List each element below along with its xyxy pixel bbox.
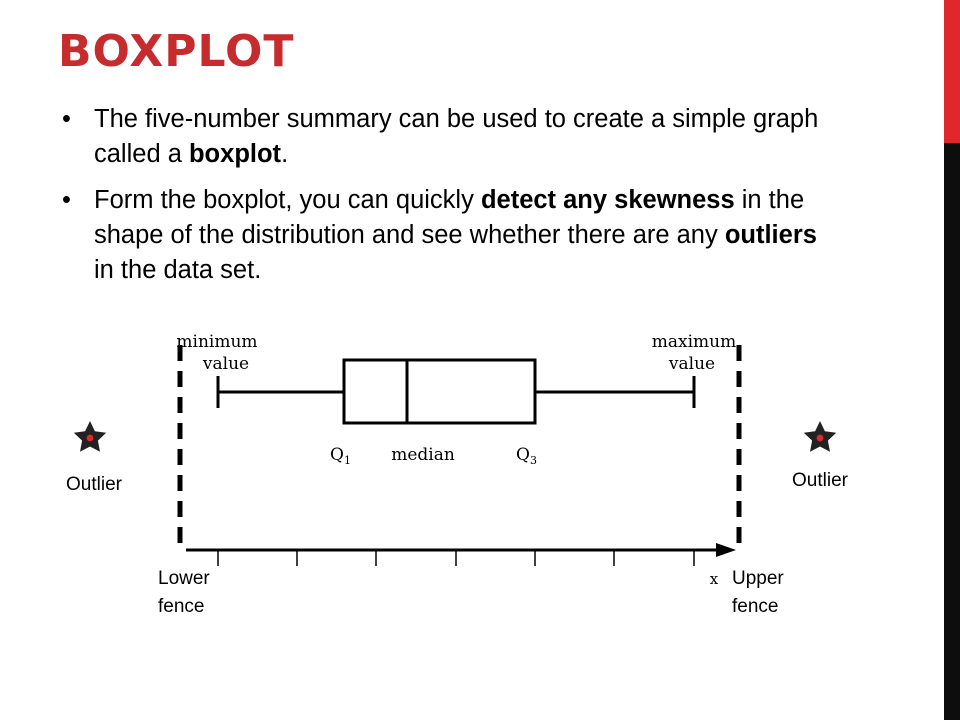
bullet-dot: •	[62, 186, 71, 214]
outlier-left-label: Outlier	[66, 474, 122, 495]
box	[344, 360, 535, 423]
bullet-1-text-b: .	[281, 140, 289, 168]
q1-label	[330, 445, 351, 467]
side-accent	[944, 0, 960, 143]
q3-subscript: 3	[529, 454, 537, 467]
bullet-2-bold-skewness: detect any skewness	[480, 186, 735, 214]
bullet-1-bold-boxplot: boxplot	[188, 140, 282, 168]
q3-letter: Q	[516, 445, 530, 465]
q1-letter: Q	[330, 445, 344, 465]
outlier-right-label: Outlier	[792, 470, 848, 491]
x-axis-arrowhead	[716, 543, 736, 557]
bullet-2-bold-outliers: outliers	[724, 221, 817, 249]
upper-fence-label-line2: fence	[732, 596, 779, 617]
outlier-star-left	[74, 421, 106, 452]
bullet-2-text-a: Form the boxplot, you can quickly	[94, 186, 481, 214]
slide-title: BOXPLOT	[58, 26, 295, 77]
lower-fence-label-line2: fence	[158, 596, 205, 617]
bullet-2-text-c: in the data set.	[94, 256, 262, 284]
q3-label	[516, 445, 537, 467]
min-label-line2: value	[202, 354, 250, 374]
outlier-star-right	[804, 421, 836, 452]
q1-subscript: 1	[343, 454, 351, 467]
lower-fence-label-line1: Lower	[158, 568, 210, 589]
x-axis-label: x	[709, 570, 719, 588]
max-label-line1: maximum	[651, 332, 737, 352]
max-label-line2: value	[668, 354, 716, 374]
bullet-2-text-b: in the shape of the distribution and see whether there are any	[94, 186, 805, 249]
bullet-dot: •	[62, 105, 71, 133]
bullet-1-text-a: The five-number summary can be used to create a simple graph called a	[94, 105, 819, 168]
upper-fence-label-line1: Upper	[732, 568, 784, 589]
min-label-line1: minimum	[176, 332, 258, 352]
x-axis-ticks	[218, 550, 694, 566]
median-label: median	[391, 445, 455, 465]
